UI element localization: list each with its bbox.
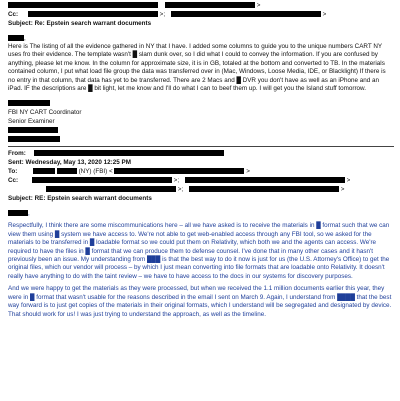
from-line bbox=[8, 149, 394, 158]
redaction-bar bbox=[8, 2, 158, 9]
cc-label: Cc: bbox=[8, 177, 19, 185]
to-label: To: bbox=[8, 168, 18, 176]
signature-name bbox=[8, 99, 394, 108]
redaction-bar bbox=[28, 11, 158, 18]
cc-line: Cc: >; > bbox=[8, 11, 327, 18]
subject-text: RE: Epstein search warrant documents bbox=[34, 195, 152, 203]
from-label: From: bbox=[8, 150, 26, 158]
redacted-header-line: > bbox=[8, 1, 394, 10]
redacted-name bbox=[8, 210, 28, 217]
signature-contact bbox=[8, 135, 394, 144]
redaction-bar bbox=[57, 168, 77, 175]
sent-date: Wednesday, May 13, 2020 12:25 PM bbox=[25, 159, 131, 167]
subject-label: Subject: bbox=[8, 195, 33, 203]
first-email-body: Here is The listing of all the evidence gathered in NY that I have. I added some columns to guide you to the unique numbers CART NY uses fro their evidence. The template wasn't █ slam dunk over, so I did what I could to convey the information. If you are confused by anything, please let me know. In the column for approximate size, it is in GB, totaled at the bottom and converted to TB. In the materials contained column, I put what load file group the data was transferred over in (Mac, Windows, Loose Media, IDE, or Blacklight) If there is no entry in that column, that data has yet to be transferred. There are 2 Macs and █ DVR you don't have as well as an iPhone and an iPad. IF the descriptions are █ bit light, let me know and I'll do what I can to beef them up. I will get you the Island stuff tomorrow. bbox=[8, 43, 386, 93]
signature-role: Senior Examiner bbox=[8, 118, 55, 126]
subject-line bbox=[8, 19, 394, 28]
email-document bbox=[0, 1, 400, 401]
redaction-bar bbox=[33, 168, 55, 175]
redaction-bar bbox=[34, 150, 224, 157]
second-email-paragraph: Respectfully, I think there are some miscommunications here – all we have asked is to receive the materials in █ format such that we can view them using █ system we have access to. We're not able to get web-enabled access through any FBI tool, so we asked for the materials to be transferred in █ loadable format so we could put them on Relativity, which both we and the agents can access. We're required to have the files in █ format that we can produce them to defense counsel. I've done that in many other cases and it hasn't previously been an issue. My understanding from ███ is that the best way to do it now is just for us (the U.S. Attorney's Office) to get the original files, which our vendor will process – by which I just mean converting into file formats that are loadable onto Relativity. It doesn't really have anything to do with the taint review – we have to have access to the docs in our systems for discovery purposes. bbox=[8, 222, 390, 280]
sent-label: Sent: bbox=[8, 159, 24, 167]
cc-line: Cc: >; > bbox=[8, 177, 351, 185]
to-line: To: (NY) (FBI) < > bbox=[8, 168, 250, 176]
redaction-bar bbox=[189, 186, 339, 193]
to-recipient: (NY) (FBI) < bbox=[78, 168, 113, 176]
second-email-paragraph: And we were happy to get the materials as they were processed, but when we received the 1.1 million documents earlier this year, they were in █ format that wasn't usable for the reasons described in the email I sent on March 9. Again, I understand from ████ that the best way forward is to just get copies of the materials in their original formats, which I understand will be segregated and designated by device. That should work for us! I was just trying to understand the approach, as well as the timeline. bbox=[8, 285, 392, 318]
redaction-bar bbox=[185, 177, 345, 184]
redaction-bar bbox=[32, 177, 172, 184]
redacted-name bbox=[8, 35, 24, 42]
cc-continued-line: >; > bbox=[8, 185, 394, 194]
divider bbox=[8, 146, 394, 147]
redaction-bar bbox=[8, 127, 58, 134]
signature-contact bbox=[8, 126, 394, 135]
redaction-bar bbox=[8, 136, 60, 143]
subject-text: Re: Epstein search warrant documents bbox=[34, 20, 152, 27]
signature-title: FBI NY CART Coordinator bbox=[8, 109, 82, 117]
redaction-bar bbox=[114, 168, 244, 175]
subject-line bbox=[8, 194, 394, 203]
redaction-bar bbox=[46, 186, 176, 193]
redaction-bar bbox=[171, 11, 321, 18]
cc-label: Cc: bbox=[8, 11, 19, 18]
redaction-bar bbox=[165, 2, 255, 9]
greeting-line: , bbox=[8, 34, 394, 43]
sent-line bbox=[8, 158, 394, 167]
greeting-line: , bbox=[8, 209, 394, 218]
subject-label: Subject: bbox=[8, 20, 33, 27]
redacted-name bbox=[8, 100, 50, 107]
